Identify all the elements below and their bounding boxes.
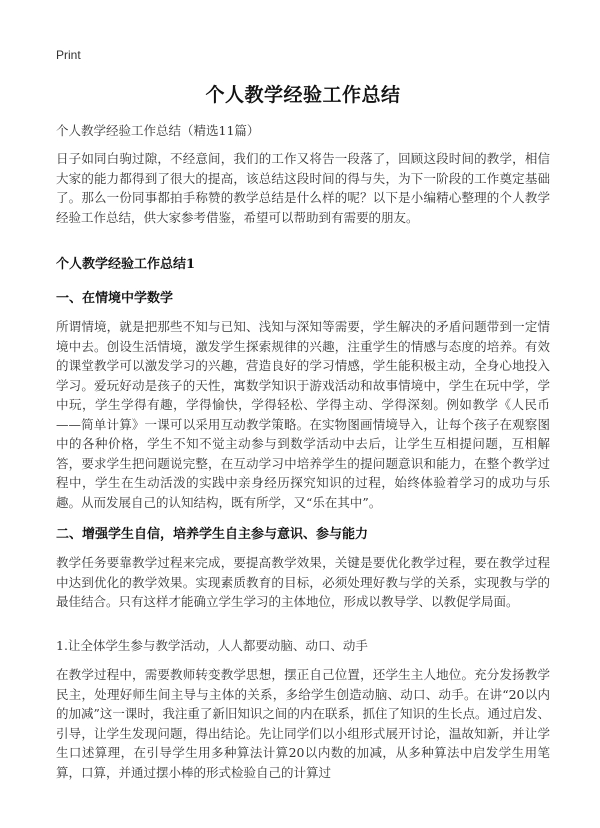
paragraph-teaching-process: 教学任务要靠教学过程来完成，要提高教学效果，关键是要优化教学过程，要在教学过程中达到优化的教学效果。实现素质教育的目标，必须处理好教与学的关系，实现教与学的最佳结合。只有这样才能确立学生学习的主体地位，形成以教导学、以教促学局面。	[56, 555, 550, 609]
heading-situational-math: 一、在情境中学数学	[56, 291, 174, 306]
heading-student-confidence: 二、增强学生自信，培养学生自主参与意识、参与能力	[56, 527, 369, 542]
paragraph-classroom-practice: 在教学过程中，需要教师转变教学思想，摆正自己位置，还学生主人地位。充分发扬教学民主，处理好师生间主导与主体的关系，多给学生创造动脑、动口、动手。在讲“20以内的加减”这一课时，我注重了新旧知识之间的内在联系，抓住了知识的生长点。通过启发、引导，让学生发现问题，得出结论。先让同学们以小组形式展开讨论，温故知新，并让学生口述算理，在引导学生用多种算法计算20以内数的加减，从多种算法中启发学生用笔算，口算，并通过摆小棒的形式检验自己的计算过	[56, 667, 550, 780]
document-title: 个人教学经验工作总结	[205, 84, 401, 106]
document-subtitle: 个人教学经验工作总结（精选11篇）	[56, 123, 260, 138]
section-title: 个人教学经验工作总结1	[56, 257, 196, 272]
paragraph-situational-math: 所谓情境，就是把那些不知与已知、浅知与深知等需要，学生解决的矛盾问题带到一定情境中去。创设生活情境，激发学生探索规律的兴趣，注重学生的情感与态度的培养。有效的课堂教学可以激发学习的兴趣，营造良好的学习情感，学生能积极主动，全身心地投入学习。爱玩好动是孩子的天性，寓数学知识于游戏活动和故事情境中，学生在玩中学，学中玩，学生学得有趣，学得愉快，学得轻松、学得主动、学得深刻。例如教学《人民币——简单计算》一课可以采用互动教学策略。在实物图画情境导入，让每个孩子在观察图中的各种价格，学生不知不觉主动参与到数学活动中去后，让学生互相提问题，互相解答，要求学生把问题说完整，在互动学习中培养学生的提问题意识和能力，在整个教学过程中，学生在生动活泼的实践中亲身经历探究知识的过程，始终体验着学习的成功与乐趣。从而发展自己的认知结构，既有所学，又“乐在其中”。	[56, 319, 550, 510]
subheading-all-students-participate: 1.让全体学生参与教学活动，人人都要动脑、动口、动手	[56, 638, 368, 653]
intro-paragraph: 日子如同白驹过隙，不经意间，我们的工作又将告一段落了，回顾这段时间的教学，相信大家的能力都得到了很大的提高，该总结这段时间的得与失，为下一阶段的工作奠定基础了。那么一份同事都拍手称赞的教学总结是什么样的呢？以下是小编精心整理的个人教学经验工作总结，供大家参考借鉴，希望可以帮助到有需要的朋友。	[56, 151, 550, 225]
print-link[interactable]: Print	[56, 48, 81, 62]
